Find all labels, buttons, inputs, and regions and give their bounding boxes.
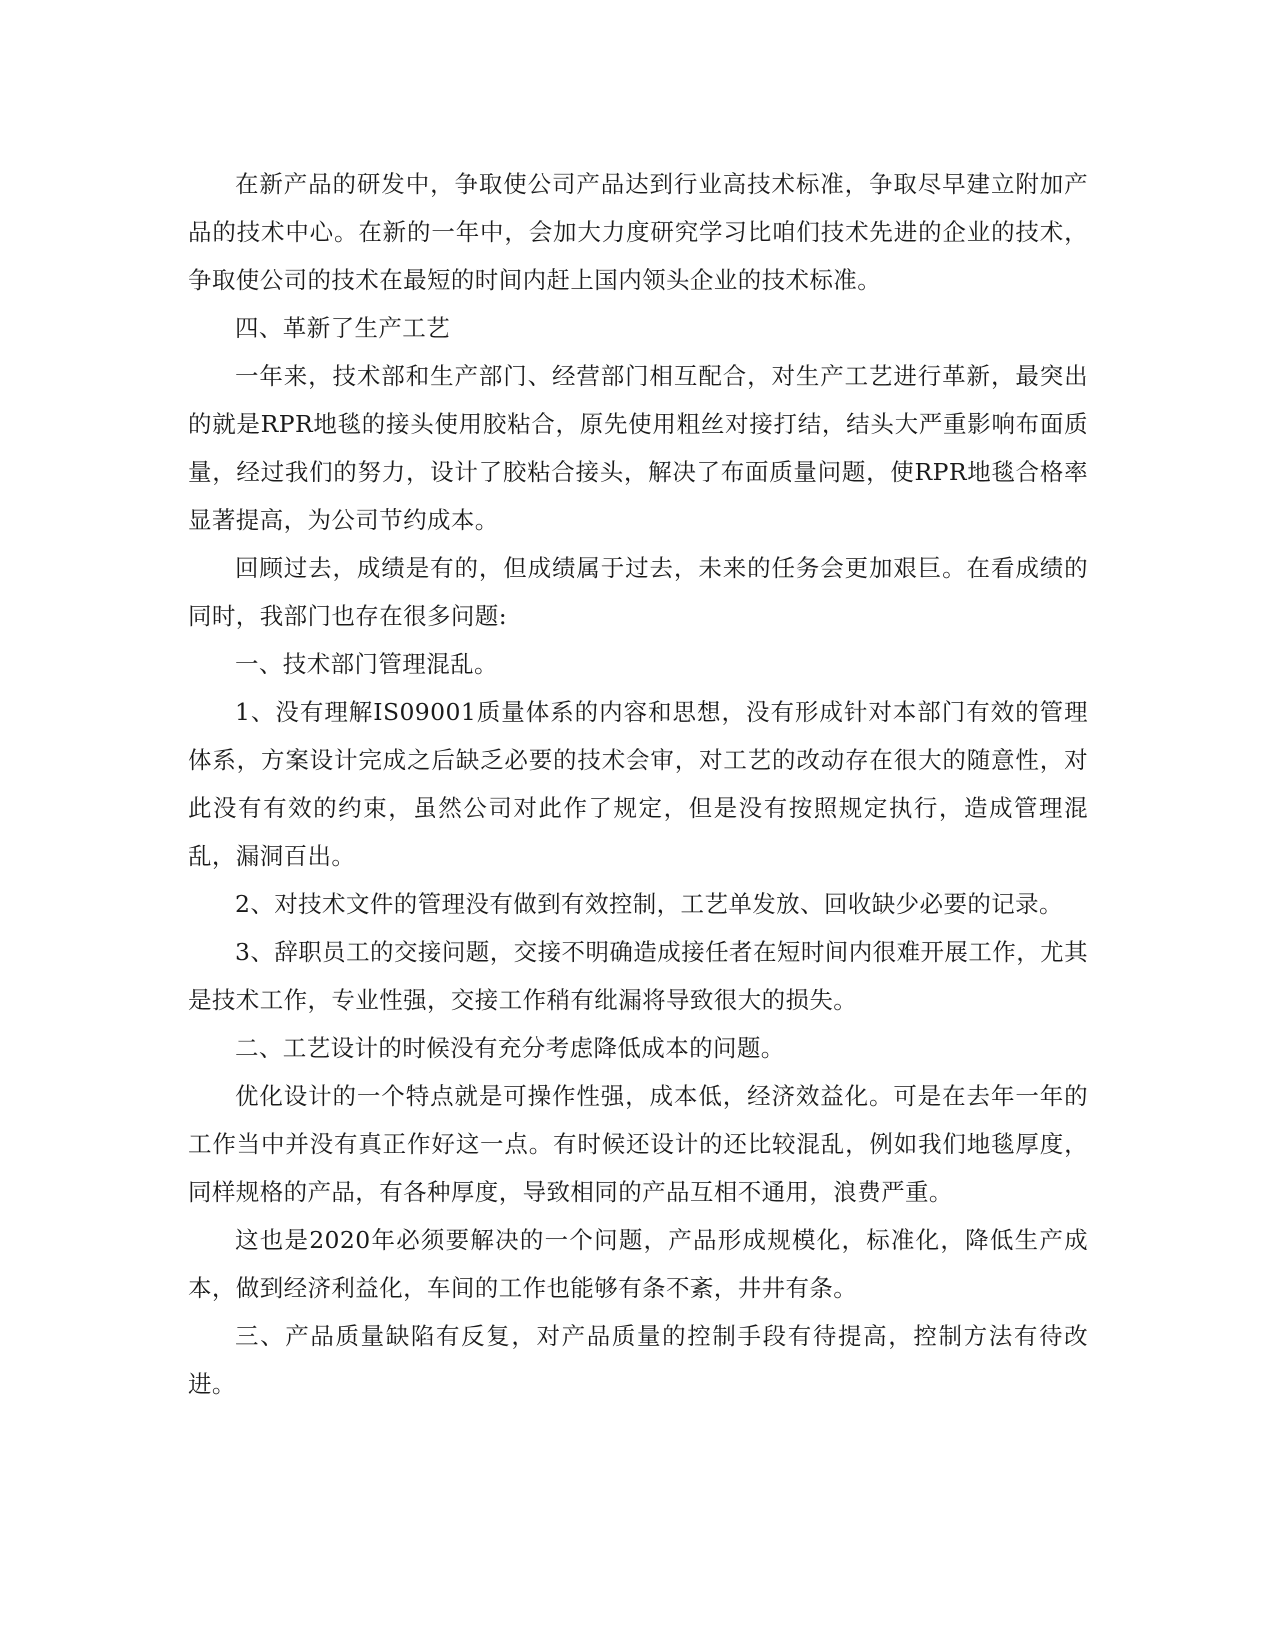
paragraph-review: 回顾过去，成绩是有的，但成绩属于过去，未来的任务会更加艰巨。在看成绩的同时，我部门也存在很多问题: [188, 554, 1088, 630]
paragraph-optimization: 优化设计的一个特点就是可操作性强，成本低，经济效益化。可是在去年一年的工作当中并没有真正作好这一点。有时候还设计的还比较混乱，例如我们地毯厚度，同样规格的产品，有各种厚度，导致相同的产品互相不通用，浪费严重。 [188, 1082, 1088, 1206]
paragraph-issue-3: 3、辞职员工的交接问题，交接不明确造成接任者在短时间内很难开展工作，尤其是技术工作，专业性强，交接工作稍有纰漏将导致很大的损失。 [188, 938, 1088, 1014]
heading-cost-issues: 二、工艺设计的时候没有充分考虑降低成本的问题。 [235, 1034, 785, 1062]
paragraph-issue-2: 2、对技术文件的管理没有做到有效控制，工艺单发放、回收缺少必要的记录。 [235, 890, 1063, 918]
paragraph-issue-1: 1、没有理解IS09001质量体系的内容和思想，没有形成针对本部门有效的管理体系，方案设计完成之后缺乏必要的技术会审，对工艺的改动存在很大的随意性，对此没有有效的约束，虽然公司对此作了规定，但是没有按照规定执行，造成管理混乱，漏洞百出。 [188, 698, 1088, 870]
document-body [188, 160, 1088, 1408]
heading-management-issues: 一、技术部门管理混乱。 [235, 650, 498, 678]
heading-quality-issues: 三、产品质量缺陷有反复，对产品质量的控制手段有待提高，控制方法有待改进。 [188, 1322, 1088, 1398]
paragraph-process-innovation: 一年来，技术部和生产部门、经营部门相互配合，对生产工艺进行革新，最突出的就是RPR地毯的接头使用胶粘合，原先使用粗丝对接打结，结头大严重影响布面质量，经过我们的努力，设计了胶粘合接头，解决了布面质量问题，使RPR地毯合格率显著提高，为公司节约成本。 [188, 362, 1088, 534]
heading-process-innovation: 四、革新了生产工艺 [235, 314, 451, 342]
paragraph-2020-goal: 这也是2020年必须要解决的一个问题，产品形成规模化，标准化，降低生产成本，做到经济利益化，车间的工作也能够有条不紊，井井有条。 [188, 1226, 1088, 1302]
paragraph-rd-goals: 在新产品的研发中，争取使公司产品达到行业高技术标准，争取尽早建立附加产品的技术中心。在新的一年中，会加大力度研究学习比咱们技术先进的企业的技术，争取使公司的技术在最短的时间内赶上国内领头企业的技术标准。 [188, 170, 1088, 294]
